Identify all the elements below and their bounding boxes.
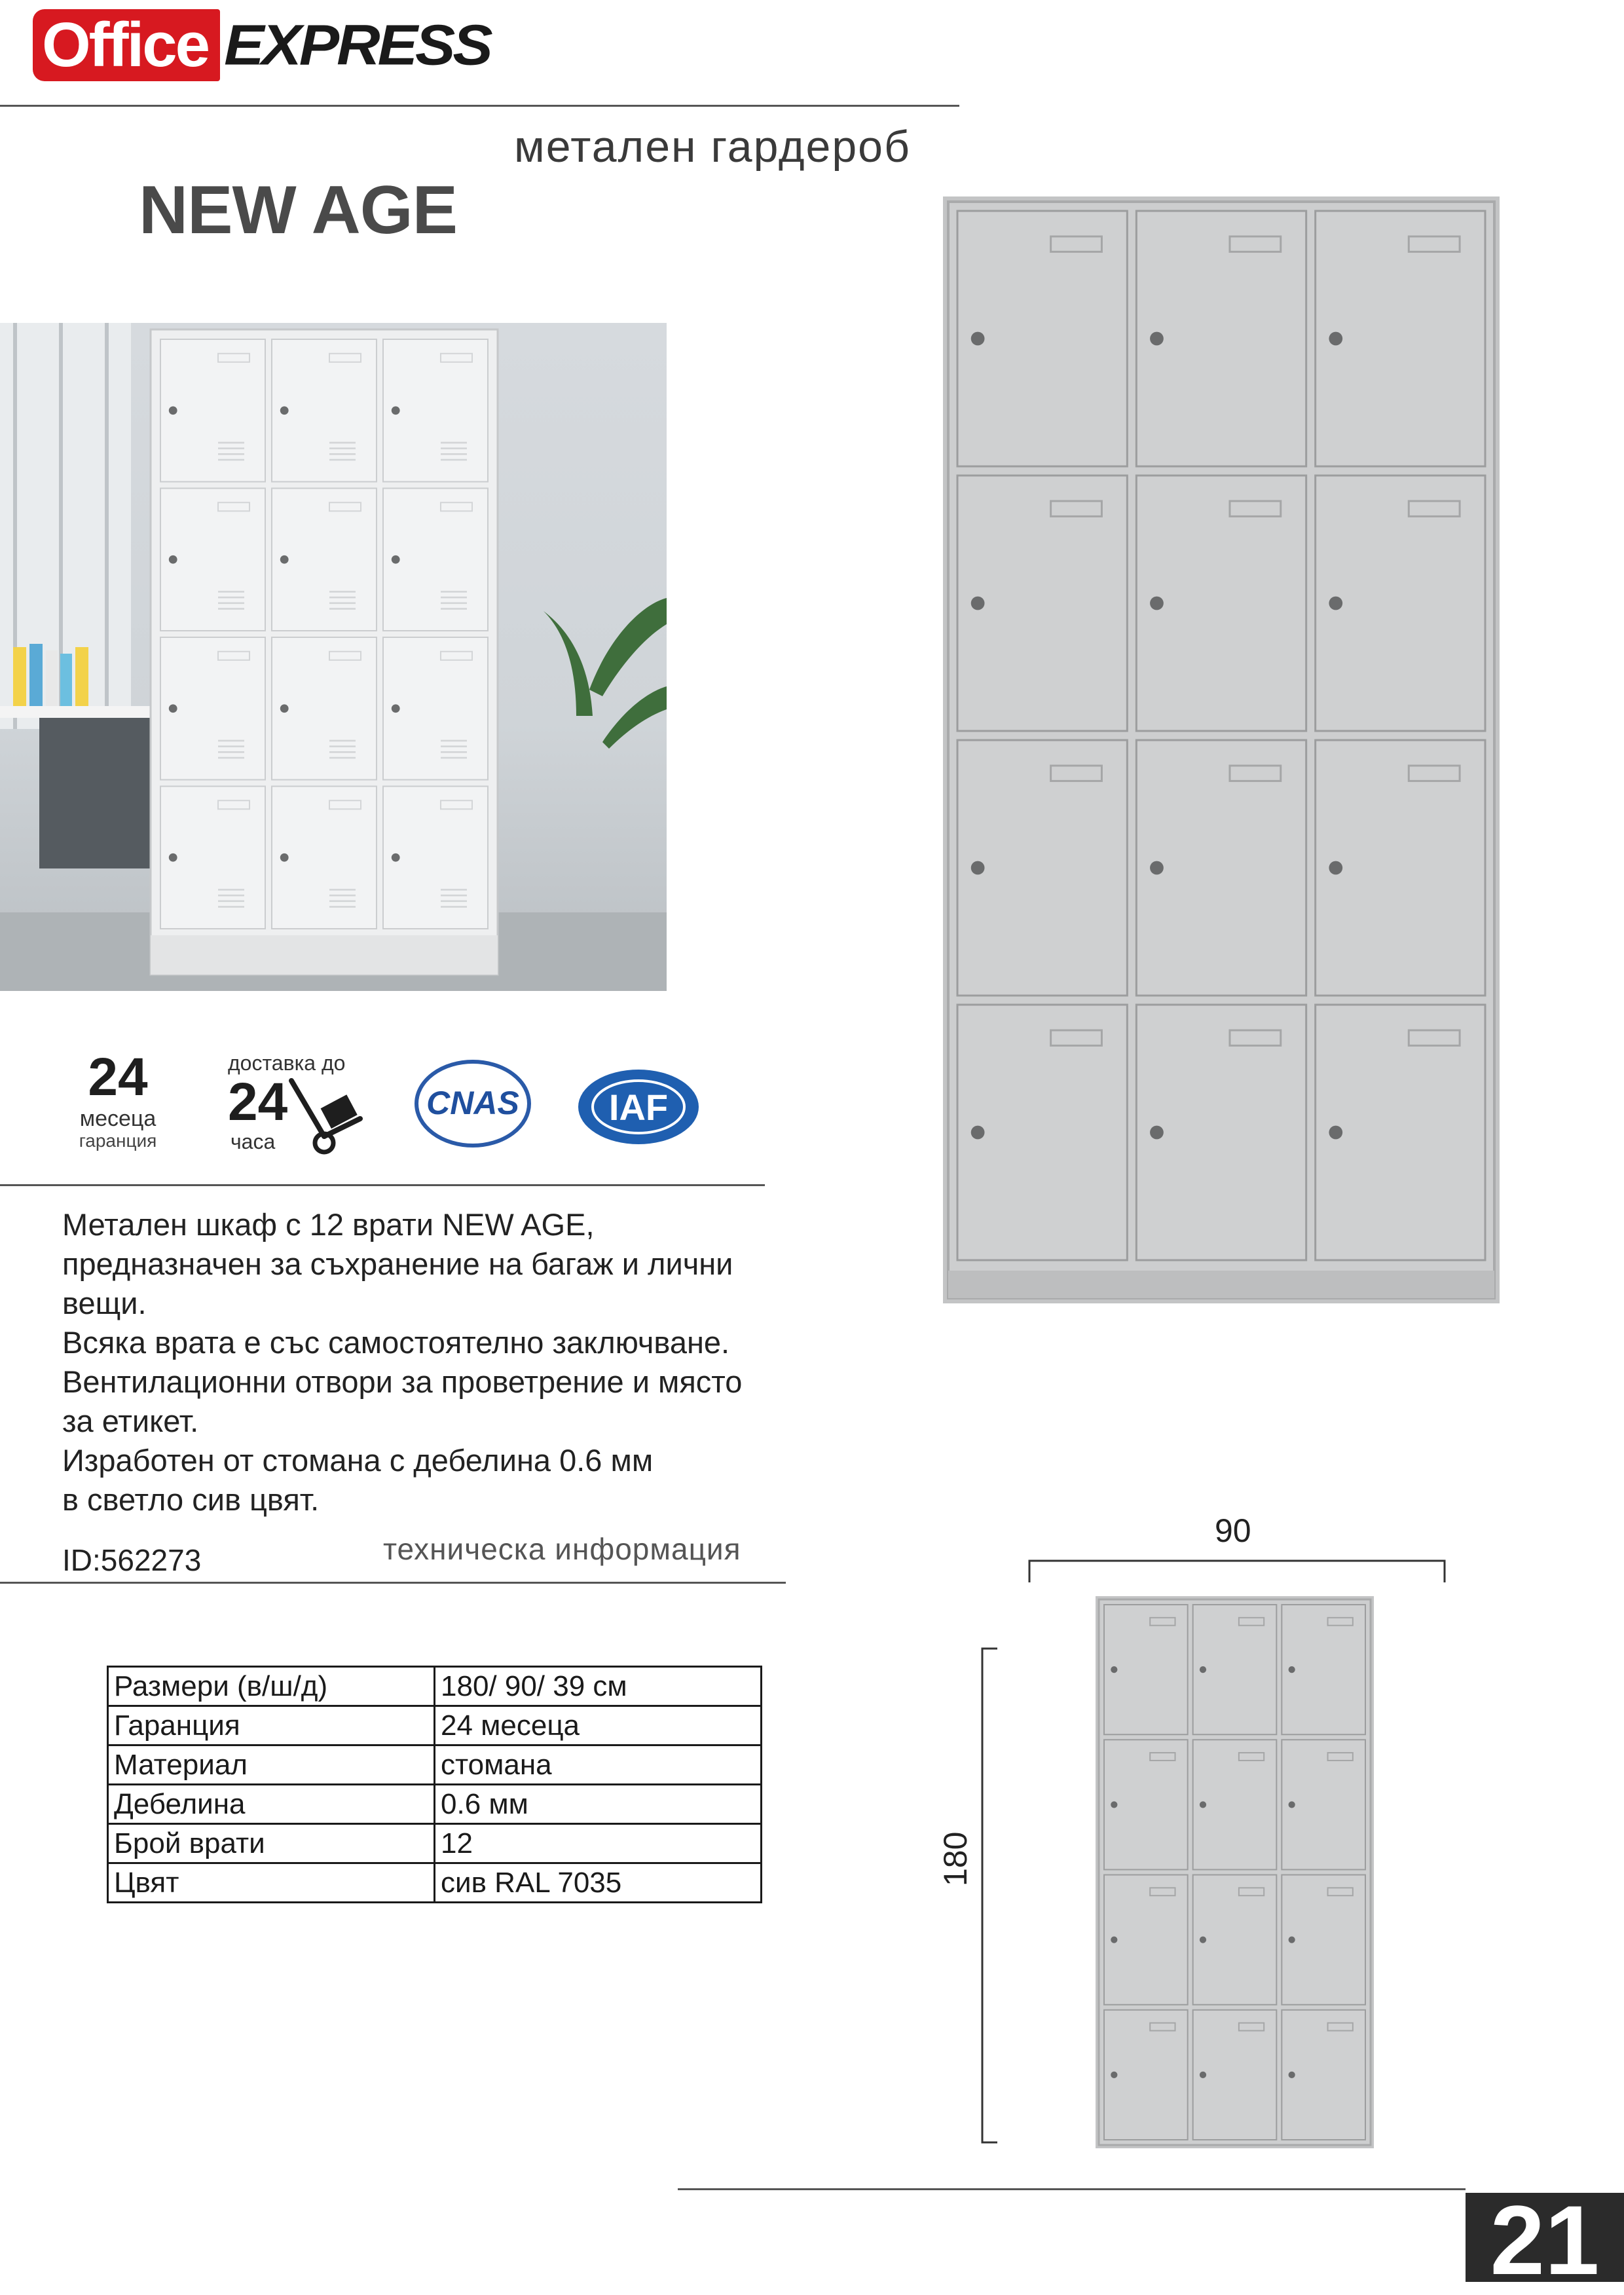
vent-slot [218,757,244,759]
product-id: ID:562273 [62,1543,202,1577]
door-lock [280,406,289,415]
cabinet-dimension-image [1096,1596,1374,2148]
logo-express-text: EXPRESS [224,13,490,77]
door-lock [1111,1937,1117,1943]
vent-slot [441,757,467,759]
iaf-text: IAF [608,1087,669,1128]
door-lock [280,555,289,564]
vent-slot [218,901,244,903]
vent-slot [329,603,356,605]
door-lock [280,704,289,713]
vent-slot [218,453,244,455]
door-lock [1329,1126,1342,1140]
door-lock [392,853,400,862]
vent-slot [329,442,356,444]
iaf-logo [576,1068,701,1149]
spec-key: Брой врати [108,1824,435,1863]
spec-value: 12 [435,1824,762,1863]
cnas-logo [413,1058,534,1153]
width-dimension-line [1028,1558,1447,1587]
spec-row [108,1706,762,1745]
spec-key: Дебелина [108,1785,435,1824]
vent-slot [218,906,244,908]
vent-slot [441,447,467,449]
door-lock [1289,1937,1295,1943]
vent-slot [441,895,467,897]
vent-slot [329,597,356,599]
delivery-number: 24 [228,1072,288,1132]
vent-slot [329,740,356,742]
spec-value: сив RAL 7035 [435,1863,762,1903]
width-dimension-label: 90 [1215,1512,1251,1549]
spec-value: 0.6 мм [435,1785,762,1824]
vent-slot [218,895,244,897]
product-room-photo [0,323,667,991]
technical-info-heading: техническа информация [383,1532,741,1566]
door-lock [392,555,400,564]
vent-slot [441,597,467,599]
vent-slot [441,459,467,461]
door-lock [971,597,985,610]
vent-slot [441,603,467,605]
spec-row [108,1824,762,1863]
vent-slot [329,459,356,461]
product-title: NEW AGE [139,172,458,248]
spec-table [107,1666,762,1903]
cnas-text: CNAS [426,1085,519,1121]
vent-slot [218,597,244,599]
door-lock [1329,861,1342,875]
door-lock [971,1126,985,1140]
door-lock [1289,1801,1295,1808]
spec-row [108,1863,762,1903]
door-lock [1150,597,1164,610]
vent-slot [441,901,467,903]
door-lock [1200,1666,1206,1673]
vent-slot [218,459,244,461]
vent-slot [441,906,467,908]
spec-key: Материал [108,1745,435,1785]
vent-slot [329,757,356,759]
vent-slot [329,751,356,753]
cabinet-front-image [943,196,1500,1303]
product-description: Метален шкаф с 12 врати NEW AGE, предназначен за съхранение на багаж и лични вещи. Всяка врата е със самостоятелно заключване. Вентилационни отвори за проветрение и място за етикет. Изработен от стомана с дебелина 0.6 мм в светло сив цвят. [62,1207,743,1517]
vent-slot [218,751,244,753]
door-lock [392,704,400,713]
door-lock [1289,1666,1295,1673]
spec-row [108,1785,762,1824]
vent-slot [329,453,356,455]
door-lock [392,406,400,415]
door-lock [1329,597,1342,610]
vent-slot [441,591,467,593]
door-lock [1111,1801,1117,1808]
vent-slot [218,442,244,444]
door-lock [280,853,289,862]
vent-slot [441,442,467,444]
delivery-unit: часа [231,1130,276,1153]
spec-value: 24 месеца [435,1706,762,1745]
door-lock [1329,332,1342,346]
door-lock [971,861,985,875]
warranty-label: гаранция [79,1130,157,1151]
page-number: 21 [1490,2185,1600,2295]
tech-divider [0,1582,786,1584]
door-lock [1200,1801,1206,1808]
vent-slot [218,740,244,742]
door-lock [1150,1126,1164,1140]
door-lock [169,853,177,862]
door-lock [1200,2072,1206,2078]
hand-truck-icon [288,1074,373,1163]
door-lock [169,704,177,713]
door-lock [1200,1937,1206,1943]
door-lock [1111,2072,1117,2078]
spec-value: 180/ 90/ 39 см [435,1667,762,1706]
spec-key: Цвят [108,1863,435,1903]
door-lock [169,406,177,415]
spec-value: стомана [435,1745,762,1785]
vent-slot [329,745,356,747]
vent-slot [218,591,244,593]
door-lock [1111,1666,1117,1673]
warranty-badge [65,1048,170,1151]
vent-slot [218,603,244,605]
badges-divider [0,1184,765,1186]
vent-slot [218,889,244,891]
height-dimension-label: 180 [937,1831,974,1886]
vent-slot [218,745,244,747]
header-divider [0,105,959,107]
spec-key: Размери (в/ш/д) [108,1667,435,1706]
vent-slot [441,745,467,747]
warranty-unit: месеца [79,1106,157,1131]
spec-key: Гаранция [108,1706,435,1745]
vent-slot [329,608,356,610]
vent-slot [441,453,467,455]
vent-slot [329,906,356,908]
height-dimension-line [979,1647,999,2148]
door-lock [1150,332,1164,346]
logo-office-text: Office [33,9,220,81]
brand-logo [33,9,490,81]
vent-slot [218,608,244,610]
door-lock [971,332,985,346]
spec-row [108,1667,762,1706]
vent-slot [329,591,356,593]
door-lock [169,555,177,564]
vent-slot [441,751,467,753]
footer-divider [678,2188,1466,2190]
delivery-prefix: доставка до [228,1051,346,1075]
product-subtitle: метален гардероб [514,122,911,172]
vent-slot [441,608,467,610]
vent-slot [329,895,356,897]
vent-slot [218,447,244,449]
vent-slot [329,889,356,891]
door-lock [1150,861,1164,875]
vent-slot [329,447,356,449]
vent-slot [441,740,467,742]
warranty-number: 24 [88,1047,148,1107]
vent-slot [441,889,467,891]
spec-row [108,1745,762,1785]
vent-slot [329,901,356,903]
door-lock [1289,2072,1295,2078]
